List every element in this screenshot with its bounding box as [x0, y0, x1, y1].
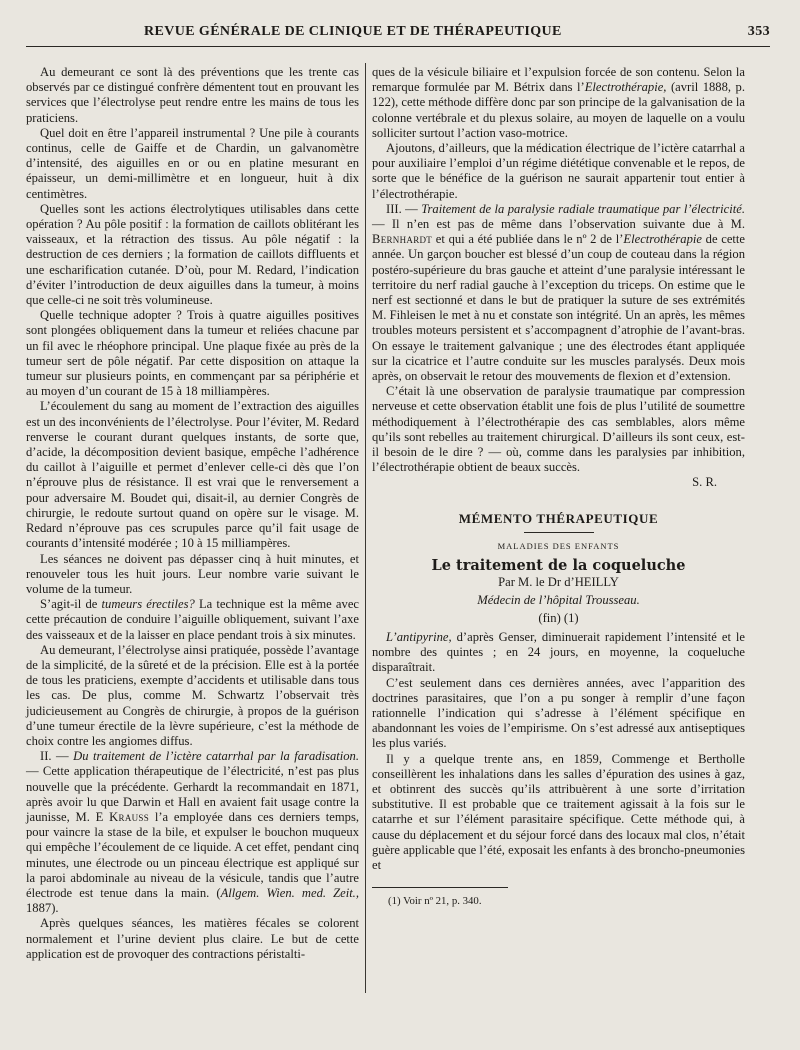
- text-run: et qui a été publiée dans le nº 2 de l’: [432, 232, 624, 247]
- memento-title: MÉMENTO THÉRAPEUTIQUE: [458, 510, 659, 526]
- section-ii: [26, 749, 359, 916]
- citation: Allgem. Wien. med. Zeit.,: [220, 885, 359, 900]
- memento-subtitle: MALADIES DES ENFANTS: [497, 540, 620, 551]
- text-run: ques de la vésicule biliaire et l’expulsion forcée de son contenu. Selon la remarque formulée par M. Bétrix dans l’: [372, 65, 745, 95]
- text-run: — Il n’en est pas de même dans l’observation suivante due à M.: [372, 217, 745, 232]
- paragraph: Il y a quelque trente ans, en 1859, Commenge et Bertholle conseillèrent les inhalations dans les salles d’épuration des usines à gaz, et obtinrent des succès qu’ils attribuèrent à une sorte d’irritation substitutive. Il est probable que ce traitement agissait à la fois sur le catarrhe et sur l’élément parasitaire spécifique. Cette méthode qui, à cause du déplacement et du séjour forcé dans des locaux mal clos, n’était guère applicable que l’été, exposait les enfants à des broncho-pneumonies et: [372, 751, 745, 872]
- section-iii: [372, 202, 745, 384]
- paragraph-continued: [372, 65, 745, 141]
- paragraph: Au demeurant ce sont là des préventions que les trente cas observés par ce distingué confrère démentent tout en prouvant les services que l’électrolyse peut rendre entre les mains de tous les praticiens.: [26, 65, 359, 125]
- paragraph: Quelles sont les actions électrolytiques utilisables dans cette opération ? Au pôle positif : la formation de caillots oblitérant les vaisseaux, et la rétraction des tissus. Au pôle négatif : la destruction de ces derniers ; la formation de caillots diffluents et une escharification cutanée. D’où, pour M. Redard, l’indication d’éviter l’introduction de deux aiguilles dans la tumeur, à moins que celle-ci ne soit très volumineuse.: [26, 201, 359, 308]
- text-run: l’a employée dans ces derniers temps, pour vaincre la stase de la bile, et expulser le bouchon muqueux qui empêche l’écoulement de ce liquide. A cet effet, pendant cinq minutes, une électrode ou un pinceau électrique est appliqué sur la paroi abdominale au niveau de la vésicule, tandis que l’autre électrode est tenue dans la main. (: [26, 809, 359, 900]
- continuation-note: (fin) (1): [538, 610, 579, 625]
- text-run: 1887).: [26, 901, 59, 916]
- text-run: S’agit-il de: [40, 597, 102, 612]
- section-number: III. —: [386, 201, 422, 216]
- author-role: Médecin de l’hôpital Trousseau.: [477, 592, 640, 607]
- section-title: Traitement de la paralysie radiale traumatique par l’électricité.: [421, 201, 746, 216]
- running-header: [26, 22, 770, 47]
- text-run: La technique est la même avec cette précaution de conduire l’aiguille obliquement, suivant l’axe des vaisseaux et de la laisser en place pendant trois à six minutes.: [26, 597, 360, 642]
- journal-ref: Electrothérapie: [623, 232, 702, 247]
- column-divider: [365, 63, 366, 993]
- two-column-body: [26, 65, 770, 1025]
- text-run: de cette année. Un garçon boucher est blessé d’un coup de couteau dans la région postéro-supérieure du bras gauche et atteint d’une paralysie intéressant le territoire du nerf radial gauche à l’exception du triceps. On estime que le nerf est sectionné et dans le but de pratiquer la suture de ses extrémités M. Fihleisen le met à nu et constate son intégrité. Un an après, les mêmes troubles moteurs persistent et s’accompagnent d’atrophie de l’avant-bras. On essaye le traitement galvanique ; une des électrodes étant appliquée sur la cicatrice et l’autre conduite sur les muscles paralysés. Deux mois après, on observait le retour des mouvements de flexion et d’extension.: [372, 232, 746, 384]
- journal-title: REVUE GÉNÉRALE DE CLINIQUE ET DE THÉRAPEUTIQUE: [144, 24, 562, 39]
- signature: S. R.: [692, 475, 717, 490]
- author-name: Bernhardt: [372, 232, 433, 247]
- paragraph-erectile-tumors: [26, 597, 359, 643]
- paragraph: Ajoutons, d’ailleurs, que la médication électrique de l’ictère catarrhal a pour auxiliaire l’emploi d’un régime diététique convenable et le repos, de sorte que le bénéfice de la guérison ne saurait appartenir tout entier à l’électrothérapie.: [372, 141, 745, 201]
- article-heading: Le traitement de la coqueluche: [431, 557, 686, 575]
- italic-run: L’antipyrine,: [386, 629, 452, 644]
- italic-run: tumeurs érectiles?: [101, 597, 195, 612]
- paragraph: Après quelques séances, les matières fécales se colorent normalement et l’urine devient plus claire. Le but de cette application est de provoquer des contractions péristalti-: [26, 916, 359, 961]
- paragraph: C’était là une observation de paralysie traumatique par compression nerveuse et cette observation établit une fois de plus l’utilité de soumettre méthodiquement à l’électrothérapie des cas semblables, alors même qu’ils sont rebelles au traitement chirurgical. D’ailleurs ils sont ceux, est-il besoin de le dire ? — où, comme dans les paralysies par inhibition, l’électrothérapie obtient de beaux succès.: [372, 384, 745, 475]
- section-number: II. —: [40, 749, 74, 764]
- text-run: — Cette application thérapeutique de l’électricité, n’est pas plus nouvelle que la précédente. Gerhardt la recommandait en 1871, après avoir lu que Darwin et Hall en avaient fait usage contre la jaunisse, M. E: [26, 764, 359, 824]
- paragraph: L’écoulement du sang au moment de l’extraction des aiguilles est un des inconvénients de l’électrolyse. Pour l’éviter, M. Redard renverse le courant durant quelques instants, de sorte que, d’acide, la décomposition devient basique, empêche l’adhérence du caillot à l’aiguille et permet d’enlever celle-ci dès que l’on n’éprouve plus de résistance. Il est vrai que le renversement a pour adversaire M. Boudet qui, disait-il, au dernier Congrès de chirurgie, le redoute surtout quand on opère sur le visage. M. Redard n’éprouve pas ces scrupules parce qu’il fait usage de courants d’intensité modérée ; 10 à 15 milliampères.: [26, 399, 359, 551]
- paragraph: Quel doit en être l’appareil instrumental ? Une pile à courants continus, celle de Gaiffe et de Chardin, un galvanomètre d’intensité, des aiguilles en or ou en platine mesurant en épaisseur, un demi-millimètre et en longueur, huit à dix centimètres.: [26, 125, 359, 201]
- left-column: [26, 65, 359, 962]
- footnote-rule: [372, 887, 508, 888]
- paragraph: Les séances ne doivent pas dépasser cinq à huit minutes, et renouveler tous les huit jours. Leur nombre varie suivant le volume de la tumeur.: [26, 551, 359, 596]
- article-author: Par M. le Dr d’HEILLY: [498, 575, 619, 590]
- section-title: Du traitement de l’ictère catarrhal par la faradisation.: [73, 749, 360, 764]
- paragraph: Au demeurant, l’électrolyse ainsi pratiquée, possède l’avantage de la simplicité, de la sûreté et de la précision. Elle est à la portée de tous les praticiens, exempte d’accidents et utilisable dans tous les cas. De plus, comme M. Schwartz l’observait très judicieusement au Congrès de chirurgie, à propos de la guérison d’une tumeur érectile de la lèvre supérieure, c’est la méthode de choix contre les angiomes diffus.: [26, 642, 359, 748]
- right-column: [372, 65, 745, 909]
- paragraph: C’est seulement dans ces dernières années, avec l’apparition des doctrines parasitaires, que l’on a pu songer à remplir d’une façon rationnelle l’indication qui s’adresse à l’élément spécifique en abandonnant les voies de l’empirisme. On s’est adressé aux antiseptiques les plus variés.: [372, 675, 745, 751]
- page-number: 353: [747, 24, 770, 39]
- title-rule: [524, 532, 594, 533]
- text-run: d’après Genser, diminuerait rapidement l’intensité et le nombre des quintes ; en 24 jours, en moyenne, la coqueluche disparaîtrait.: [372, 629, 745, 675]
- text-run: (avril 1888, p. 122), cette méthode diffère donc par son principe de la galvanisation de la colonne vertébrale et du plexus solaire, au moyen de laquelle on a voulu solliciter surtout l’action vaso-motrice.: [372, 80, 746, 140]
- journal-ref: Electrothérapie,: [584, 80, 667, 95]
- paragraph-antipyrine: [372, 630, 745, 676]
- paragraph: Quelle technique adopter ? Trois à quatre aiguilles positives sont plongées obliquement dans la tumeur et reliées chacune par un fil avec le rhéophore principal. Une plaque fixée au près de la tumeur sert de pôle négatif. Par cette disposition on attaque la tumeur sur plusieurs points, en commençant par sa périphérie et au moyen d’un courant de 15 à 18 milliampères.: [26, 308, 359, 399]
- footnote: (1) Voir nº 21, p. 340.: [388, 895, 482, 908]
- author-name: Krauss: [109, 809, 150, 824]
